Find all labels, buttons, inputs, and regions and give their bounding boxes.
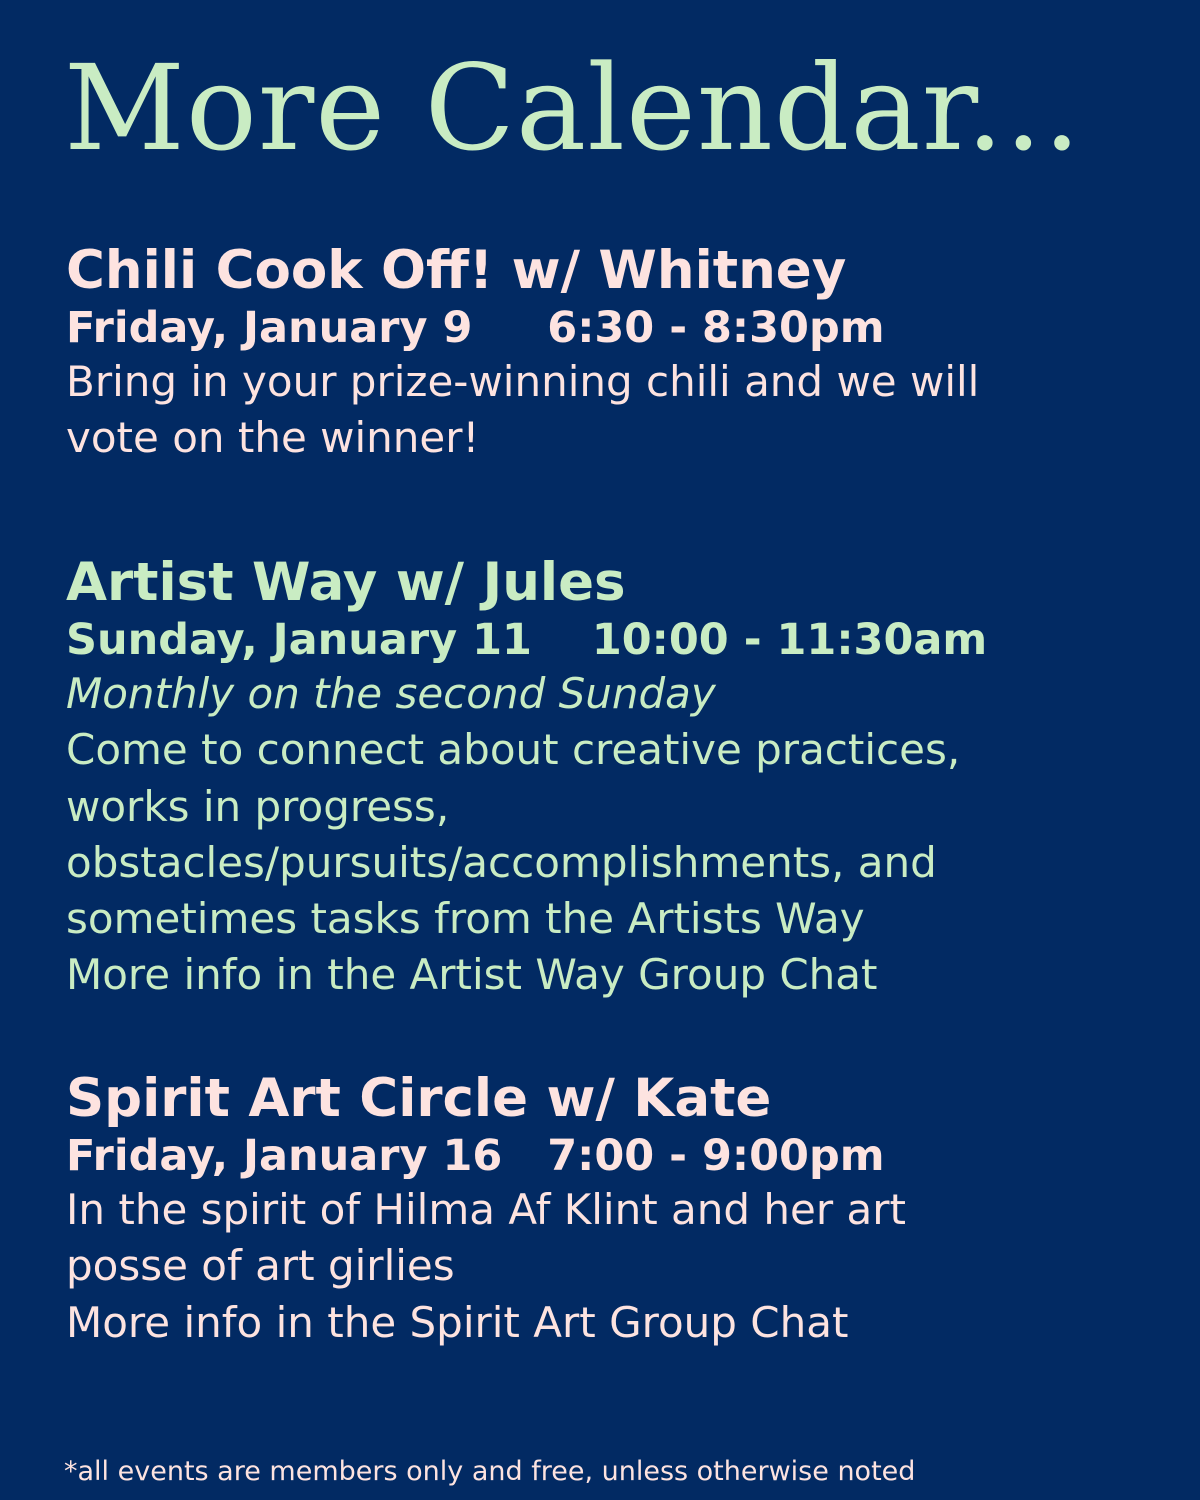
event-description-line: works in progress, [66,781,450,831]
footnote: *all events are members only and free, unless otherwise noted [64,1456,916,1487]
event-title: Artist Way w/ Jules [66,552,626,613]
event-description-line: Bring in your prize-winning chili and we will [66,357,980,407]
event-description-line: More info in the Artist Way Group Chat [66,950,878,1000]
event-title: Spirit Art Circle w/ Kate [66,1068,772,1129]
event-date-time: Friday, January 9 6:30 - 8:30pm [66,302,885,353]
event-title: Chili Cook Off! w/ Whitney [66,240,847,301]
event-description-line: In the spirit of Hilma Af Klint and her art [66,1185,906,1235]
event-date-time: Friday, January 16 7:00 - 9:00pm [66,1130,885,1181]
event-spirit-art-circle [66,1068,1166,1351]
event-description-line: vote on the winner! [66,413,480,463]
event-chili-cook-off [66,240,1166,467]
event-description-line: Come to connect about creative practices, [66,725,961,775]
page-title: More Calendar... [64,39,1082,177]
event-description-line: sometimes tasks from the Artists Way [66,894,865,944]
event-description-line: More info in the Spirit Art Group Chat [66,1297,849,1347]
event-description-line: obstacles/pursuits/accomplishments, and [66,837,937,887]
event-recurrence-note: Monthly on the second Sunday [66,669,716,719]
event-artist-way [66,552,1166,1004]
event-description-line: posse of art girlies [66,1241,455,1291]
event-date-time: Sunday, January 11 10:00 - 11:30am [66,614,988,665]
